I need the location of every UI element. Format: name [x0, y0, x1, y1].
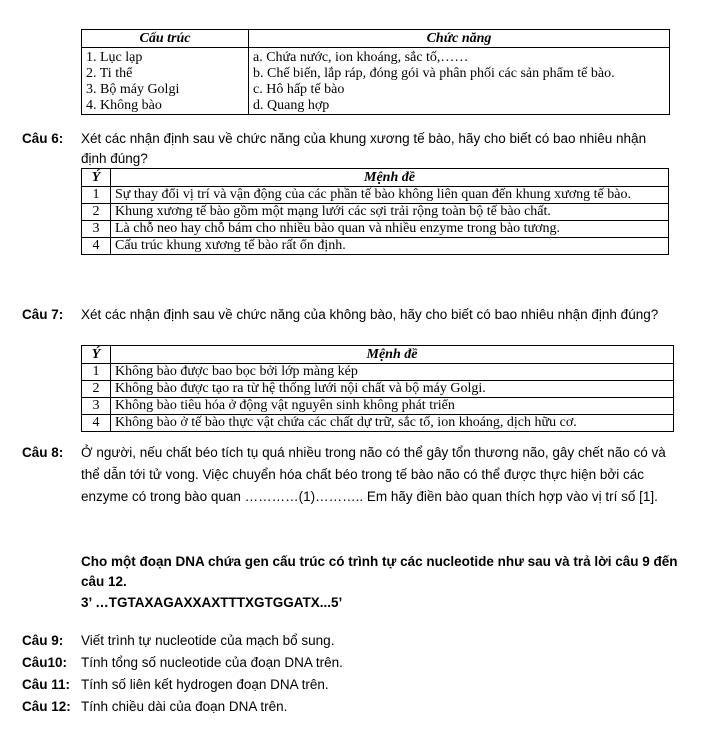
question-12 — [22, 697, 692, 719]
function-item: a. Chứa nước, ion khoáng, sắc tố,…… — [253, 50, 469, 65]
function-item: d. Quang hợp — [253, 98, 330, 113]
row-statement: Khung xương tế bào gồm một mạng lưới các sợi trải rộng toàn bộ tế bào chất. — [111, 204, 669, 221]
structure-list — [82, 48, 249, 115]
structure-item: 4. Không bào — [86, 98, 162, 113]
question-7 — [22, 305, 692, 345]
table-header-row — [82, 30, 670, 48]
function-item: b. Chế biến, lắp ráp, đóng gói và phân phối các sản phẩm tế bào. — [253, 66, 615, 81]
table-row — [82, 48, 670, 115]
table-header-row — [82, 346, 674, 364]
question-label: Câu 6: — [22, 131, 64, 146]
column-header-statement: Mệnh đề — [111, 346, 674, 364]
question-text: Ở người, nếu chất béo tích tụ quá nhiều trong não có thể gây tổn thương não, gây chết não có và thể dẫn tới tử vong. Việc chuyển hóa chất béo trong tế bào não có thể được thực hiện bởi các enzyme có trong bào quan …………(1)……….. Em hãy điền bào quan thích hợp vào vị trí số [1]. — [81, 445, 666, 504]
question-text: Tính tổng số nucleotide của đoạn DNA trên. — [81, 655, 343, 670]
row-statement: Không bào được tạo ra từ hệ thống lưới nội chất và bộ máy Golgi. — [111, 381, 674, 398]
row-index: 1 — [82, 187, 111, 204]
row-statement: Cấu trúc khung xương tế bào rất ổn định. — [111, 238, 669, 255]
row-index: 2 — [82, 204, 111, 221]
dna-sequence: 3’ …TGTAXAGAXXAXTTTXGTGGATX...5’ — [81, 595, 343, 610]
row-index: 4 — [82, 415, 111, 432]
structure-item: 3. Bộ máy Golgi — [86, 82, 180, 97]
question-label: Câu 8: — [22, 445, 64, 460]
q6-statement-table — [81, 168, 669, 255]
question-text: Xét các nhận định sau về chức năng của khung xương tế bào, hãy cho biết có bao nhiêu nhận định đúng? — [81, 131, 647, 166]
question-label: Câu 9: — [22, 633, 64, 648]
question-label: Câu10: — [22, 655, 68, 670]
question-8 — [22, 442, 692, 532]
column-header-index: Ý — [82, 346, 111, 364]
row-statement: Sự thay đổi vị trí và vận động của các phần tế bào không liên quan đến khung xương tế bào. — [111, 187, 669, 204]
column-header-index: Ý — [82, 169, 111, 187]
row-index: 3 — [82, 221, 111, 238]
question-9 — [22, 631, 692, 653]
question-6 — [22, 129, 692, 169]
question-text: Viết trình tự nucleotide của mạch bổ sung. — [81, 633, 335, 648]
question-text: Xét các nhận định sau về chức năng của không bào, hãy cho biết có bao nhiêu nhận định đúng? — [81, 307, 659, 322]
question-text: Tính chiều dài của đoạn DNA trên. — [81, 699, 288, 714]
q7-statement-table — [81, 345, 674, 432]
table-row — [82, 187, 669, 204]
structure-item: 1. Lục lạp — [86, 50, 143, 65]
column-header-structure: Cấu trúc — [82, 30, 249, 48]
column-header-statement: Mệnh đề — [111, 169, 669, 187]
table-row — [82, 364, 674, 381]
table-row — [82, 238, 669, 255]
structure-item: 2. Ti thể — [86, 66, 133, 81]
structure-function-table — [81, 29, 670, 115]
row-index: 3 — [82, 398, 111, 415]
row-index: 2 — [82, 381, 111, 398]
question-label: Câu 11: — [22, 677, 71, 692]
question-10 — [22, 653, 692, 675]
function-list — [249, 48, 670, 115]
function-item: c. Hô hấp tế bào — [253, 82, 345, 97]
table-row — [82, 204, 669, 221]
row-index: 1 — [82, 364, 111, 381]
question-label: Câu 7: — [22, 307, 64, 322]
column-header-function: Chức năng — [249, 30, 670, 48]
row-statement: Không bào được bao bọc bởi lớp màng kép — [111, 364, 674, 381]
table-row — [82, 221, 669, 238]
row-statement: Không bào ở tế bào thực vật chứa các chất dự trữ, sắc tố, ion khoáng, dịch hữu cơ. — [111, 415, 674, 432]
row-statement: Không bào tiêu hóa ở động vật nguyên sinh không phát triển — [111, 398, 674, 415]
question-11 — [22, 675, 692, 697]
table-row — [82, 381, 674, 398]
table-row — [82, 398, 674, 415]
row-index: 4 — [82, 238, 111, 255]
question-text: Tính số liên kết hydrogen đoạn DNA trên. — [81, 677, 329, 692]
dna-intro: Cho một đoạn DNA chứa gen cấu trúc có trình tự các nucleotide như sau và trả lời câu 9 đến câu 12. — [81, 554, 678, 589]
question-label: Câu 12: — [22, 699, 71, 714]
table-row — [82, 415, 674, 432]
row-statement: Là chỗ neo hay chỗ bám cho nhiều bào quan và nhiều enzyme trong bào tương. — [111, 221, 669, 238]
table-header-row — [82, 169, 669, 187]
